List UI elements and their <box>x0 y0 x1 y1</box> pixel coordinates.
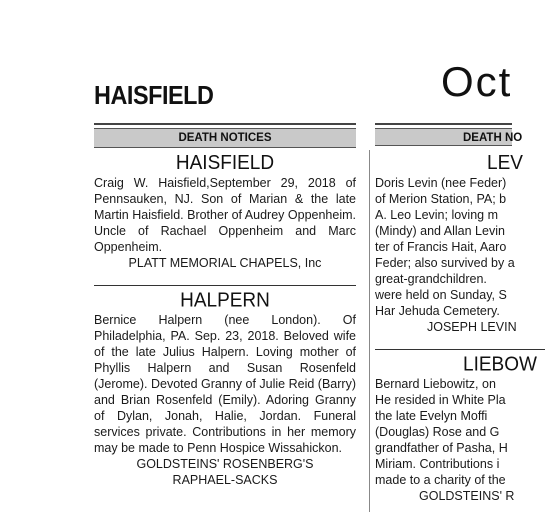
notice-divider <box>375 349 545 350</box>
section-header-right: DEATH NO <box>375 128 512 146</box>
notice-line: grandfather of Pasha, H <box>375 441 508 455</box>
notice-line: Feder; also survived by a <box>375 256 515 270</box>
page-heading: HAISFIELD <box>94 80 214 110</box>
section-header-left: DEATH NOTICES <box>94 128 356 148</box>
notice-line: Bernard Liebowitz, on <box>375 377 496 391</box>
notice-line: (Douglas) Rose and G <box>375 425 500 439</box>
notice-signature: PLATT MEMORIAL CHAPELS, Inc <box>128 256 322 270</box>
top-rule-right <box>375 123 512 125</box>
notice-signature: GOLDSTEINS' ROSENBERG'S <box>136 457 314 471</box>
notice-body: Craig W. Haisfield,September 29, 2018 of Pennsauken, NJ. Son of Marian & the late Martin Haisfield. Brother of Audrey Oppenheim. Uncle of Rachael Oppenheim and Marc Oppenheim. <box>94 176 356 254</box>
notice-liebow <box>375 354 545 504</box>
left-column <box>94 150 356 488</box>
top-rule-left <box>94 123 356 125</box>
masthead-date: Oct <box>441 58 513 105</box>
notice-line: the late Evelyn Moffi <box>375 409 488 423</box>
notice-line: A. Leo Levin; loving m <box>375 208 498 222</box>
notice-line: of Merion Station, PA; b <box>375 192 507 206</box>
notice-halpern <box>94 290 356 488</box>
notice-line: Har Jehuda Cemetery. <box>375 304 500 318</box>
notice-line: Miriam. Contributions i <box>375 457 500 471</box>
notice-line: He resided in White Pla <box>375 393 506 407</box>
notice-line: great-grandchildren. <box>375 272 487 286</box>
notice-signature: JOSEPH LEVIN <box>427 320 517 334</box>
notice-signature: GOLDSTEINS' R <box>419 489 515 503</box>
notice-line: ter of Francis Hait, Aaro <box>375 240 507 254</box>
notice-lev <box>375 153 545 335</box>
notice-name: HALPERN <box>180 289 270 312</box>
column-divider <box>369 150 370 512</box>
notice-haisfield <box>94 153 356 271</box>
notice-name: LIEBOW <box>463 353 537 376</box>
notice-line: (Mindy) and Allan Levin <box>375 224 505 238</box>
notice-name: LEV <box>487 152 523 175</box>
right-column <box>375 150 545 504</box>
notice-body: Bernice Halpern (nee London). Of Philadelphia, PA. Sep. 23, 2018. Beloved wife of the late Julius Halpern. Loving mother of Phyllis Halpern and Susan Rosenfeld (Jerome). Devoted Granny of Julie Reid (Barry) and Brian Rosenfeld (Emily). Adoring Granny of Dylan, Jonah, Halie, Jordan. Funeral services private. Contributions in her memory may be made to Penn Hospice Wissahickon. <box>94 313 356 455</box>
notice-divider <box>94 285 356 286</box>
notice-line: were held on Sunday, S <box>375 288 507 302</box>
notice-line: Doris Levin (nee Feder) <box>375 176 507 190</box>
notice-name: HAISFIELD <box>175 152 275 175</box>
notice-line: made to a charity of the <box>375 473 506 487</box>
notice-signature-line-2: RAPHAEL-SACKS <box>172 473 278 487</box>
